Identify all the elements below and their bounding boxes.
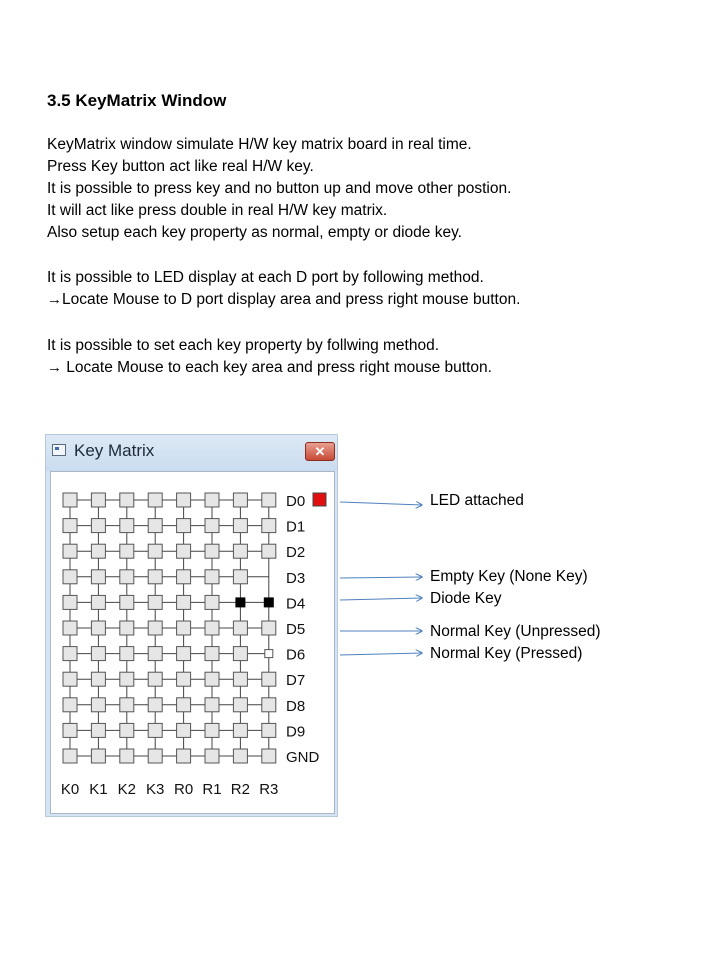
row-label-d6[interactable]: D6 xyxy=(286,646,306,664)
intro-line-2: Press Key button act like real H/W key. xyxy=(47,158,314,175)
arrow-led xyxy=(340,502,422,505)
column-label-k3: K3 xyxy=(146,781,165,798)
intro-line-5: Also setup each key property as normal, empty or diode key. xyxy=(47,224,462,241)
window-title: Key Matrix xyxy=(74,441,155,460)
key-method-line-1: It is possible to set each key property by follwing method. xyxy=(47,337,440,354)
column-label-k1: K1 xyxy=(89,781,108,798)
row-label-d9[interactable]: D9 xyxy=(286,723,306,741)
column-label-k0: K0 xyxy=(60,781,80,798)
row-label-d8[interactable]: D8 xyxy=(286,697,306,715)
annotation-diode-key: Diode Key xyxy=(430,590,502,607)
row-label-d4[interactable]: D4 xyxy=(286,595,306,613)
led-method-line-1: It is possible to LED display at each D port by following method. xyxy=(47,269,484,286)
row-label-gnd[interactable]: GND xyxy=(286,749,320,766)
led-method-step: Locate Mouse to D port display area and press right mouse button. xyxy=(62,291,521,308)
close-button[interactable]: ✕ xyxy=(305,442,335,461)
key-method-step: Locate Mouse to each key area and press right mouse button. xyxy=(62,359,492,376)
annotation-empty-key: Empty Key (None Key) xyxy=(430,568,588,585)
row-label-d1[interactable]: D1 xyxy=(286,518,306,536)
intro-line-1: KeyMatrix window simulate H/W key matrix board in real time. xyxy=(47,136,472,153)
annotation-normal-unpressed: Normal Key (Unpressed) xyxy=(430,623,601,640)
row-label-d3[interactable]: D3 xyxy=(286,569,306,587)
row-label-d7[interactable]: D7 xyxy=(286,672,306,690)
section-heading: 3.5 KeyMatrix Window xyxy=(47,91,227,110)
arrow-empty-key xyxy=(340,577,422,578)
column-label-r0: R0 xyxy=(174,781,194,798)
intro-line-3: It is possible to press key and no button up and move other postion. xyxy=(47,180,512,197)
arrow-normal-pressed xyxy=(340,653,422,655)
annotation-led: LED attached xyxy=(430,492,524,509)
column-label-r3: R3 xyxy=(259,781,279,798)
right-arrow-icon: → xyxy=(47,359,62,376)
row-label-d0[interactable]: D0 xyxy=(286,493,306,510)
right-arrow-icon: → xyxy=(47,291,62,308)
row-label-d5[interactable]: D5 xyxy=(286,621,306,638)
column-label-k2: K2 xyxy=(117,781,136,798)
column-label-r1: R1 xyxy=(202,781,222,798)
arrow-diode-key xyxy=(340,598,422,600)
row-label-d2[interactable]: D2 xyxy=(286,544,306,562)
column-label-r2: R2 xyxy=(230,781,250,798)
intro-line-4: It will act like press double in real H/W key matrix. xyxy=(47,202,388,219)
annotation-normal-pressed: Normal Key (Pressed) xyxy=(430,645,583,662)
